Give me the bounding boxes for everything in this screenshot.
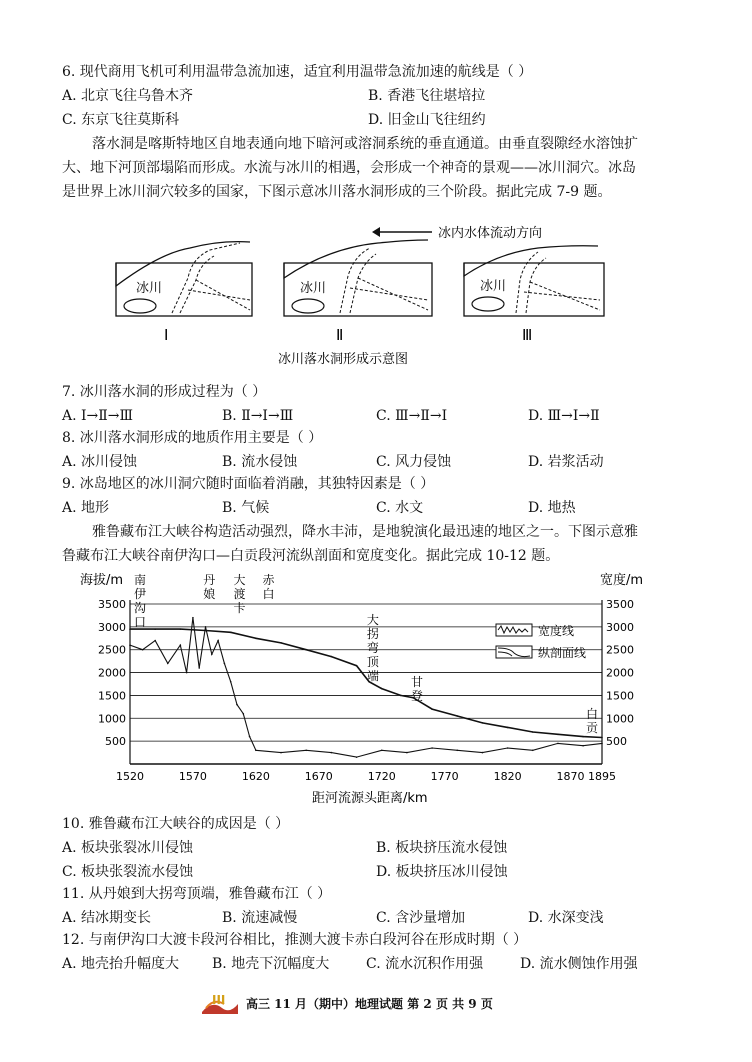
x-tick-label: 1570: [178, 770, 207, 783]
series-point: [217, 640, 219, 642]
y-tick-label-left: 1500: [98, 689, 126, 703]
y-tick-label-right: 3000: [606, 620, 634, 634]
arrow-label: 冰内水体流动方向: [438, 226, 543, 241]
q10-option-c: C. 板块张裂流水侵蚀: [62, 864, 194, 880]
x-tick-label: 1820: [493, 770, 522, 783]
q7-option-a: A. Ⅰ→Ⅱ→Ⅲ: [62, 408, 134, 424]
passage2-line-1: 雅鲁藏布江大峡谷构造活动强烈，降水丰沛，是地貌演化最迅速的地区之一。下图示意雅: [92, 524, 638, 540]
q6-option-b: B. 香港飞往堪培拉: [368, 88, 486, 104]
series-point: [186, 672, 188, 674]
series-point: [601, 743, 603, 745]
series-point: [255, 637, 257, 639]
q6-option-c: C. 东京飞往莫斯科: [62, 112, 180, 128]
q12-option-a: A. 地壳抬升幅度大: [62, 956, 180, 972]
series-point: [532, 731, 534, 733]
q9-option-a: A. 地形: [62, 500, 110, 516]
stage-1-panel: [116, 242, 252, 344]
series-point: [331, 656, 333, 658]
q8-stem: 8. 冰川落水洞形成的地质作用主要是（ ）: [62, 430, 323, 446]
y-tick-label-left: 3500: [98, 598, 126, 611]
glacier-label-1: 冰川: [136, 281, 163, 296]
q9-option-d: D. 地热: [528, 500, 576, 516]
glacier-label-3: 冰川: [480, 279, 507, 294]
y-tick-label-right: 500: [606, 735, 627, 749]
place-label: 南伊沟口: [134, 573, 147, 629]
q9-option-c: C. 水文: [376, 500, 424, 516]
stage-1-numeral: Ⅰ: [164, 326, 169, 344]
series-point: [242, 713, 244, 715]
y-tick-label-right: 2500: [606, 643, 634, 657]
q10-option-b: B. 板块挤压流水侵蚀: [376, 840, 508, 856]
series-point: [180, 628, 182, 630]
place-label: 大渡卡: [233, 573, 246, 615]
x-axis-ticks: [116, 770, 616, 783]
y-axis-right-label: 宽度/m: [600, 573, 644, 588]
q12-option-b: B. 地壳下沉幅度大: [212, 956, 330, 972]
q8-option-b: B. 流水侵蚀: [222, 454, 298, 470]
q7-stem: 7. 冰川落水洞的形成过程为（ ）: [62, 384, 267, 400]
x-tick-label: 1770: [430, 770, 459, 783]
svg-text:III: III: [212, 993, 226, 1007]
stage-2-numeral: Ⅱ: [336, 326, 344, 344]
page-footer: [200, 990, 560, 1020]
q6-option-d: D. 旧金山飞往纽约: [368, 112, 486, 128]
q7-option-c: C. Ⅲ→Ⅱ→Ⅰ: [376, 408, 448, 424]
legend-profile-label: 纵剖面线: [538, 646, 587, 660]
river-profile-chart: [80, 568, 660, 808]
series-point: [601, 737, 603, 739]
series-point: [406, 752, 408, 754]
q10-stem: 10. 雅鲁藏布江大峡谷的成因是（ ）: [62, 816, 290, 832]
q12-stem: 12. 与南伊沟口大渡卡段河谷相比，推测大渡卡赤白段河谷在形成时期（ ）: [62, 932, 528, 948]
series-point: [224, 663, 226, 665]
series-point: [154, 628, 156, 630]
x-tick-label: 1720: [367, 770, 396, 783]
series-point: [142, 649, 144, 651]
q11-option-b: B. 流速减慢: [222, 910, 298, 926]
glacier-moulin-figure: [110, 218, 610, 368]
y-tick-label-left: 500: [105, 735, 126, 749]
x-tick-label: 1670: [304, 770, 333, 783]
passage2-line-2: 鲁藏布江大峡谷南伊沟口—白贡段河流纵剖面和宽度变化。据此完成 10-12 题。: [62, 548, 560, 564]
series-point: [211, 653, 213, 655]
series-point: [381, 749, 383, 751]
y-tick-label-right: 1500: [606, 689, 634, 703]
q11-stem: 11. 从丹娘到大拐弯顶端，雅鲁藏布江（ ）: [62, 886, 332, 902]
q12-option-c: C. 流水沉积作用强: [366, 956, 484, 972]
series-point: [230, 681, 232, 683]
series-point: [456, 749, 458, 751]
y-axis-right-ticks: [606, 598, 634, 748]
x-tick-label: 1895: [588, 770, 616, 783]
q8-option-c: C. 风力侵蚀: [376, 454, 452, 470]
series-point: [205, 626, 207, 628]
q11-option-d: D. 水深变浅: [528, 910, 604, 926]
q11-option-a: A. 结冰期变长: [62, 910, 152, 926]
series-point: [249, 736, 251, 738]
q8-option-d: D. 岩浆活动: [528, 454, 604, 470]
y-tick-label-left: 1000: [98, 712, 126, 726]
series-point: [305, 749, 307, 751]
place-label: 赤白: [262, 573, 275, 601]
series-point: [154, 640, 156, 642]
q12-option-d: D. 流水侧蚀作用强: [520, 956, 638, 972]
series-point: [280, 752, 282, 754]
x-tick-label: 1870: [556, 770, 585, 783]
y-tick-label-right: 1000: [606, 712, 634, 726]
chart-legend: [496, 623, 586, 660]
footer-text: 高三 11 月（期中）地理试题 第 2 页 共 9 页: [246, 997, 493, 1011]
series-point: [400, 695, 402, 697]
stage-3-numeral: Ⅲ: [522, 326, 533, 344]
y-axis-left-ticks: [98, 598, 126, 748]
series-point: [557, 733, 559, 735]
series-point: [236, 704, 238, 706]
y-tick-label-left: 2500: [98, 643, 126, 657]
series-point: [431, 747, 433, 749]
series-point: [192, 617, 194, 619]
series-point: [582, 736, 584, 738]
x-axis-label: 距河流源头距离/km: [312, 791, 428, 806]
place-label: 白贡: [585, 707, 599, 735]
series-point: [198, 667, 200, 669]
stage-2-panel: [284, 240, 432, 344]
legend-width-label: 宽度线: [538, 624, 575, 638]
series-point: [180, 644, 182, 646]
q7-option-d: D. Ⅲ→Ⅰ→Ⅱ: [528, 408, 600, 424]
passage1-line-3: 是世界上冰川洞穴较多的国家，下图示意冰川落水洞形成的三个阶段。据此完成 7-9 题。: [62, 184, 612, 200]
series-point: [482, 752, 484, 754]
place-label: 大拐弯顶端: [366, 613, 379, 683]
logo-icon: [200, 990, 240, 1016]
series-point: [331, 752, 333, 754]
series-point: [431, 708, 433, 710]
series-point: [280, 642, 282, 644]
q10-option-d: D. 板块挤压冰川侵蚀: [376, 864, 508, 880]
place-label: 甘登: [410, 675, 423, 703]
y-tick-label-right: 2000: [606, 666, 634, 680]
series-point: [582, 745, 584, 747]
q11-option-c: C. 含沙量增加: [376, 910, 466, 926]
q9-stem: 9. 冰岛地区的冰川洞穴随时面临着消融，其独特因素是（ ）: [62, 476, 435, 492]
series-point: [129, 628, 131, 630]
series-point: [356, 665, 358, 667]
series-point: [507, 747, 509, 749]
series-point: [532, 749, 534, 751]
glacier-label-2: 冰川: [300, 281, 327, 296]
series-point: [507, 727, 509, 729]
q10-option-a: A. 板块张裂冰川侵蚀: [62, 840, 194, 856]
q7-option-b: B. Ⅱ→Ⅰ→Ⅲ: [222, 408, 294, 424]
series-point: [557, 743, 559, 745]
y-axis-left-label: 海拔/m: [80, 573, 124, 588]
q8-option-a: A. 冰川侵蚀: [62, 454, 138, 470]
y-tick-label-left: 3000: [98, 620, 126, 634]
series-point: [482, 722, 484, 724]
x-tick-label: 1620: [241, 770, 270, 783]
q9-option-b: B. 气候: [222, 500, 270, 516]
x-tick-label: 1520: [116, 770, 144, 783]
series-point: [129, 644, 131, 646]
y-tick-label-right: 3500: [606, 598, 634, 611]
series-point: [381, 688, 383, 690]
y-tick-label-left: 2000: [98, 666, 126, 680]
series-point: [356, 756, 358, 758]
series-point: [456, 715, 458, 717]
series-point: [255, 749, 257, 751]
q6-option-a: A. 北京飞往乌鲁木齐: [62, 88, 194, 104]
series-point: [230, 632, 232, 634]
series-point: [305, 649, 307, 651]
series-point: [167, 663, 169, 665]
figure1-caption: 冰川落水洞形成示意图: [278, 352, 409, 367]
passage1-line-2: 大、地下河顶部塌陷而形成。水流与冰川的相遇，会形成一个神奇的景观——冰川洞穴。冰岛: [62, 160, 636, 176]
stage-3-panel: [464, 246, 604, 344]
passage1-line-1: 落水洞是喀斯特地区自地表通向地下暗河或溶洞系统的垂直通道。由垂直裂隙经水溶蚀扩: [92, 136, 638, 152]
q6-stem: 6. 现代商用飞机可利用温带急流加速，适宜利用温带急流加速的航线是（ ）: [62, 64, 533, 80]
place-label: 丹娘: [203, 573, 216, 601]
